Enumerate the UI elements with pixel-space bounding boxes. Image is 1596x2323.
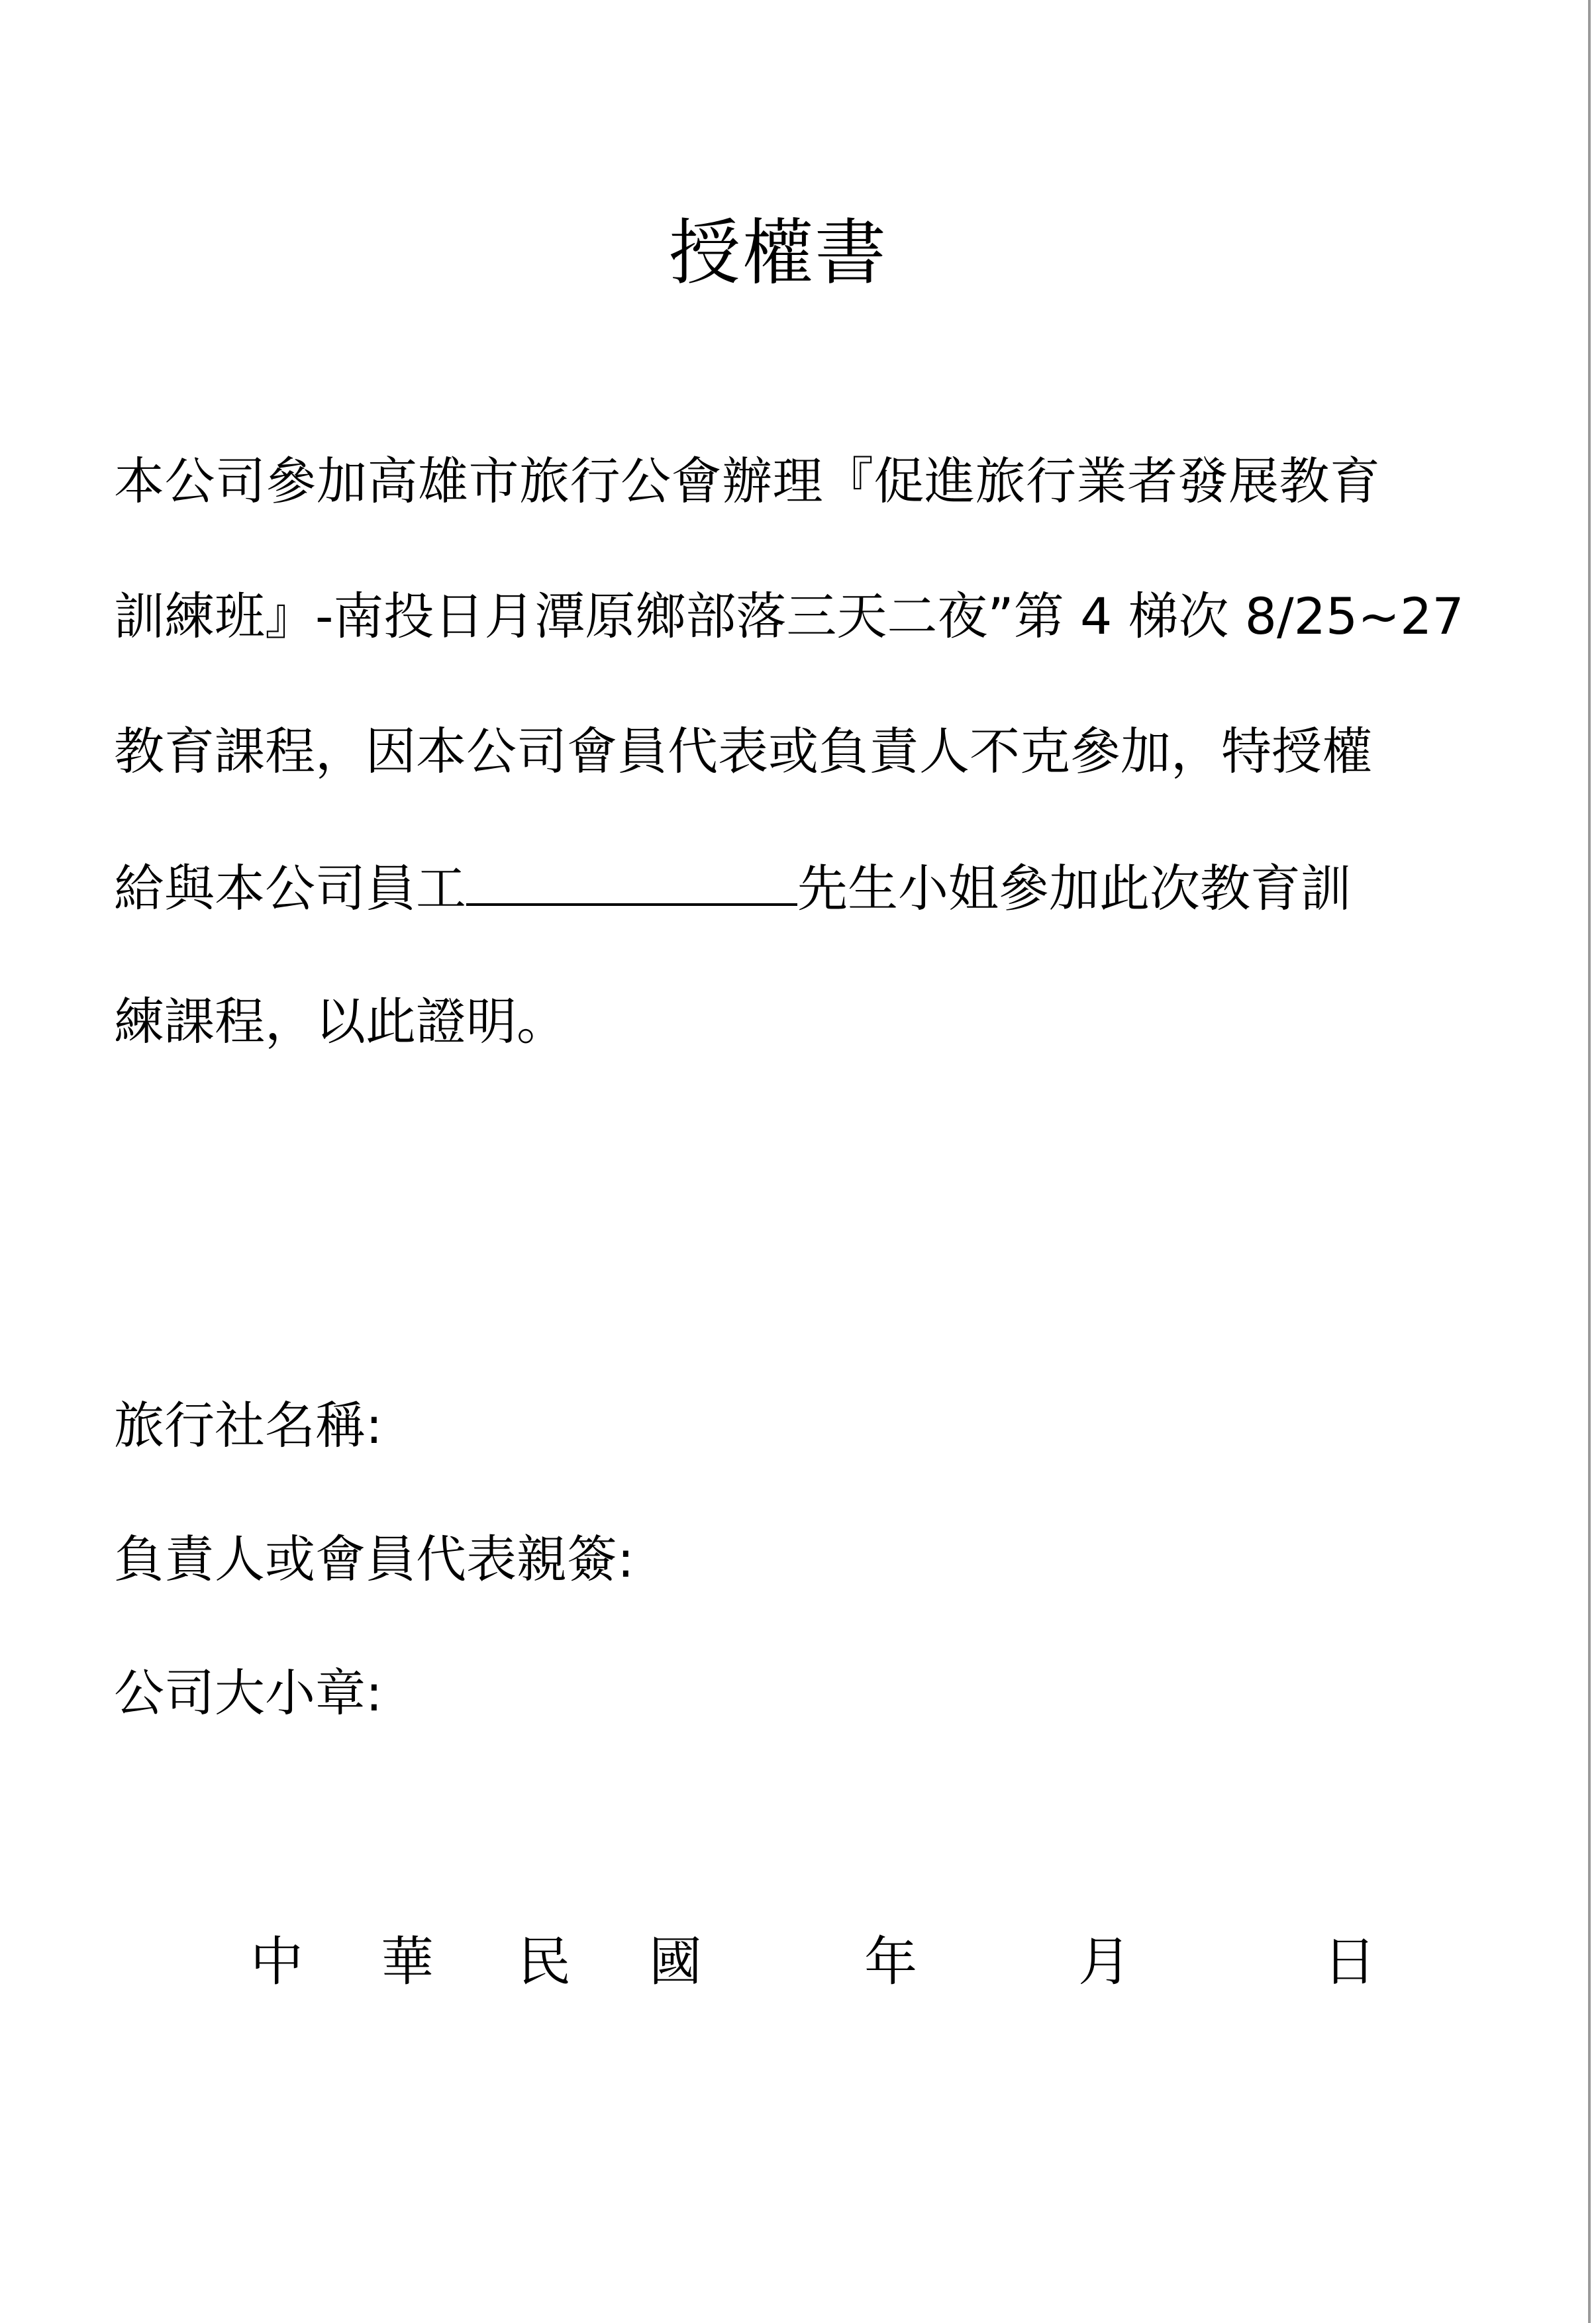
body-line-4	[114, 857, 1458, 918]
date-char-zhong: 中	[250, 1931, 303, 1993]
body-line-3: 教育課程，因本公司會員代表或負責人不克參加，特授權	[114, 722, 1372, 781]
signature-field: 負責人或會員代表親簽:	[114, 1530, 634, 1589]
agency-name-field: 旅行社名稱:	[114, 1396, 383, 1455]
body-line-2: 訓練班』-南投日月潭原鄉部落三天二夜”第 4 梯次 8/25~27	[114, 587, 1464, 646]
date-year-label: 年	[864, 1931, 917, 1993]
date-char-min: 民	[518, 1931, 571, 1993]
body-line-4-prefix: 給與本公司員工	[114, 859, 466, 918]
date-month-label: 月	[1078, 1931, 1131, 1993]
employee-name-blank[interactable]	[466, 857, 797, 906]
document-title: 授權書	[668, 212, 887, 295]
date-day-label: 日	[1323, 1931, 1376, 1993]
body-line-1: 本公司參加高雄市旅行公會辦理『促進旅行業者發展教育	[114, 452, 1381, 511]
date-char-hua: 華	[381, 1931, 434, 1993]
date-line	[0, 1932, 1596, 1999]
body-line-5: 練課程，以此證明。	[114, 992, 567, 1051]
date-char-guo: 國	[649, 1931, 702, 1993]
body-line-4-suffix: 先生小姐參加此次教育訓	[797, 859, 1351, 918]
company-seal-field: 公司大小章:	[114, 1663, 383, 1722]
